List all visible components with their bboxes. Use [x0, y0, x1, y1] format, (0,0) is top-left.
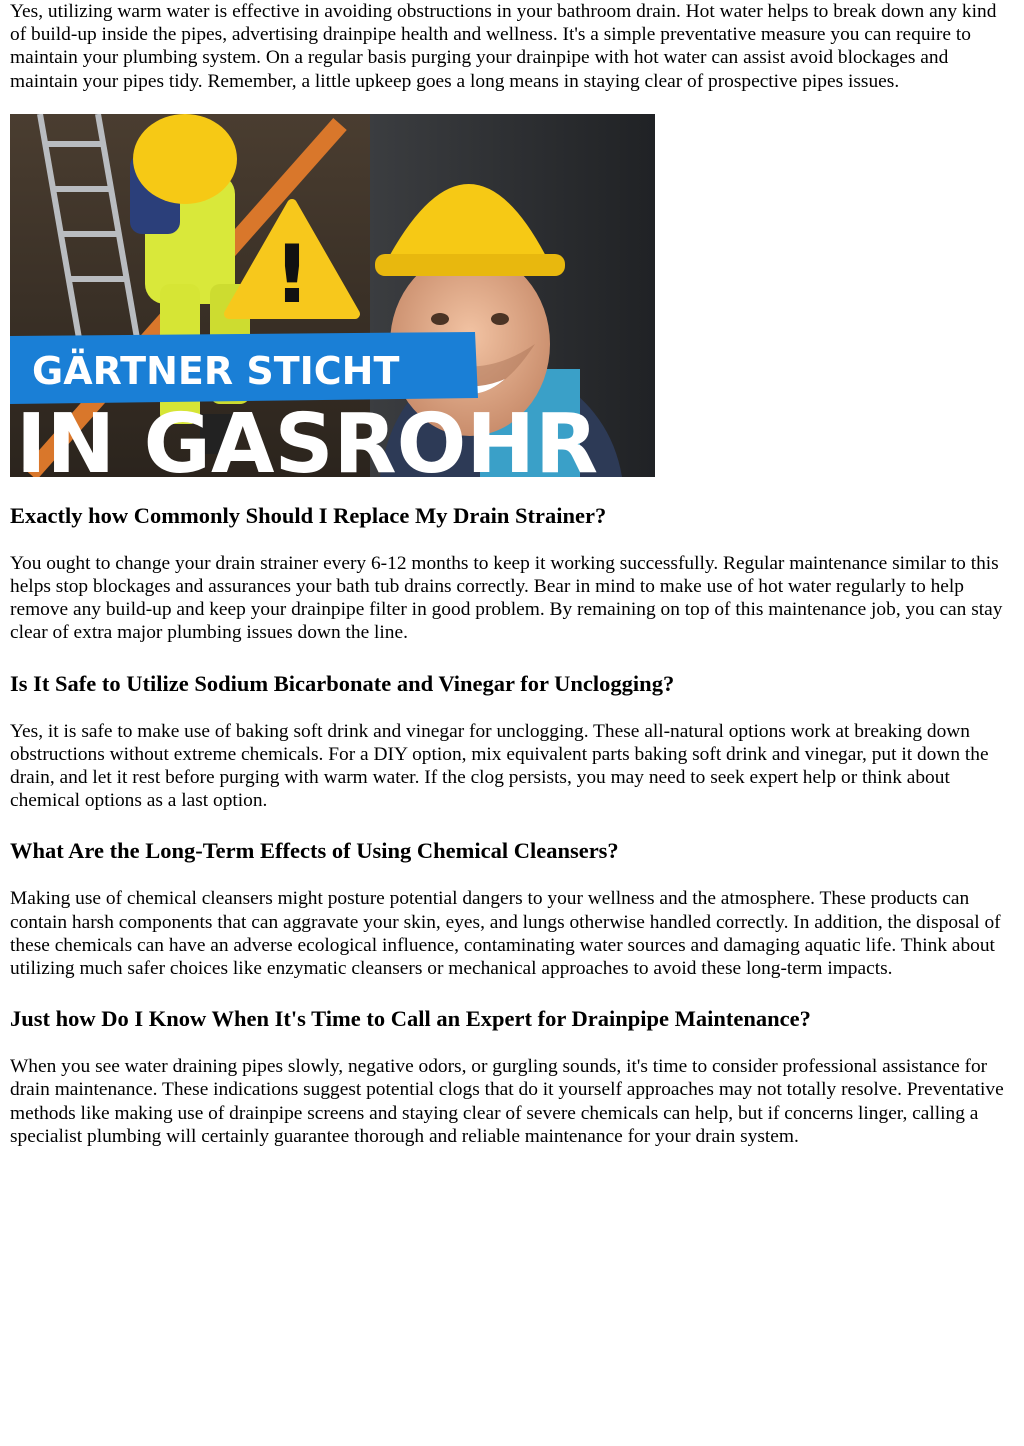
faq-answer-4: When you see water draining pipes slowly, negative odors, or gurgling sounds, it's time to consider professional assistance for drain maintenance. These indications suggest potential clogs that do it yourself approaches may not totally resolve. Preventative methods like making use of drainpipe screens and staying clear of severe chemicals can help, but if concerns linger, calling a specialist plumbing will certainly guarantee thorough and reliable maintenance for your drain system. [10, 1056, 1004, 1147]
faq-question-2: Is It Safe to Utilize Sodium Bicarbonate and Vinegar for Unclogging? [10, 670, 675, 696]
thumbnail-illustration [10, 114, 655, 477]
faq-question-3: What Are the Long-Term Effects of Using Chemical Cleansers? [10, 838, 619, 864]
warning-symbol: ! [273, 227, 311, 321]
thumbnail-title-line1: GÄRTNER STICHT [32, 348, 400, 393]
faq-question-1: Exactly how Commonly Should I Replace My Drain Strainer? [10, 502, 607, 528]
faq-answer-3: Making use of chemical cleansers might posture potential dangers to your wellness and the atmosphere. These products can contain harsh components that can aggravate your skin, eyes, and lungs otherwise handled correctly. In addition, the disposal of these chemicals can have an adverse ecological influence, contaminating water sources and damaging aquatic life. Think about utilizing much safer choices like enzymatic cleansers or mechanical approaches to avoid these long-term impacts. [10, 888, 1001, 980]
thumbnail-image [10, 114, 655, 477]
faq-question-4: Just how Do I Know When It's Time to Call an Expert for Drainpipe Maintenance? [10, 1006, 811, 1032]
faq-answer-2: Yes, it is safe to make use of baking soft drink and vinegar for unclogging. These all-natural options work at breaking down obstructions without extreme chemicals. For a DIY option, mix equivalent parts baking soft drink and vinegar, put it down the drain, and let it rest before purging with warm water. If the clog persists, you may need to seek expert help or think about chemical options as a last option. [10, 720, 989, 812]
faq-answer-1: You ought to change your drain strainer every 6-12 months to keep it working successfully. Regular maintenance similar to this helps stop blockages and assurances your bath tub drains correctly. Bear in mind to make use of hot water regularly to help remove any build-up and keep your drainpipe filter in good problem. By remaining on top of this maintenance job, you can stay clear of extra major plumbing issues down the line. [10, 552, 1003, 644]
thumbnail-title-line2: IN GASROHR [16, 396, 599, 477]
intro-paragraph: Yes, utilizing warm water is effective in avoiding obstructions in your bathroom drain. Hot water helps to break down any kind of build-up inside the pipes, advertising drainpipe health and wellness. It's a simple preventative measure you can require to maintain your plumbing system. On a regular basis purging your drainpipe with hot water can assist avoid blockages and maintain your pipes tidy. Remember, a little upkeep goes a long means in staying clear of prospective pipes issues. [10, 1, 997, 92]
